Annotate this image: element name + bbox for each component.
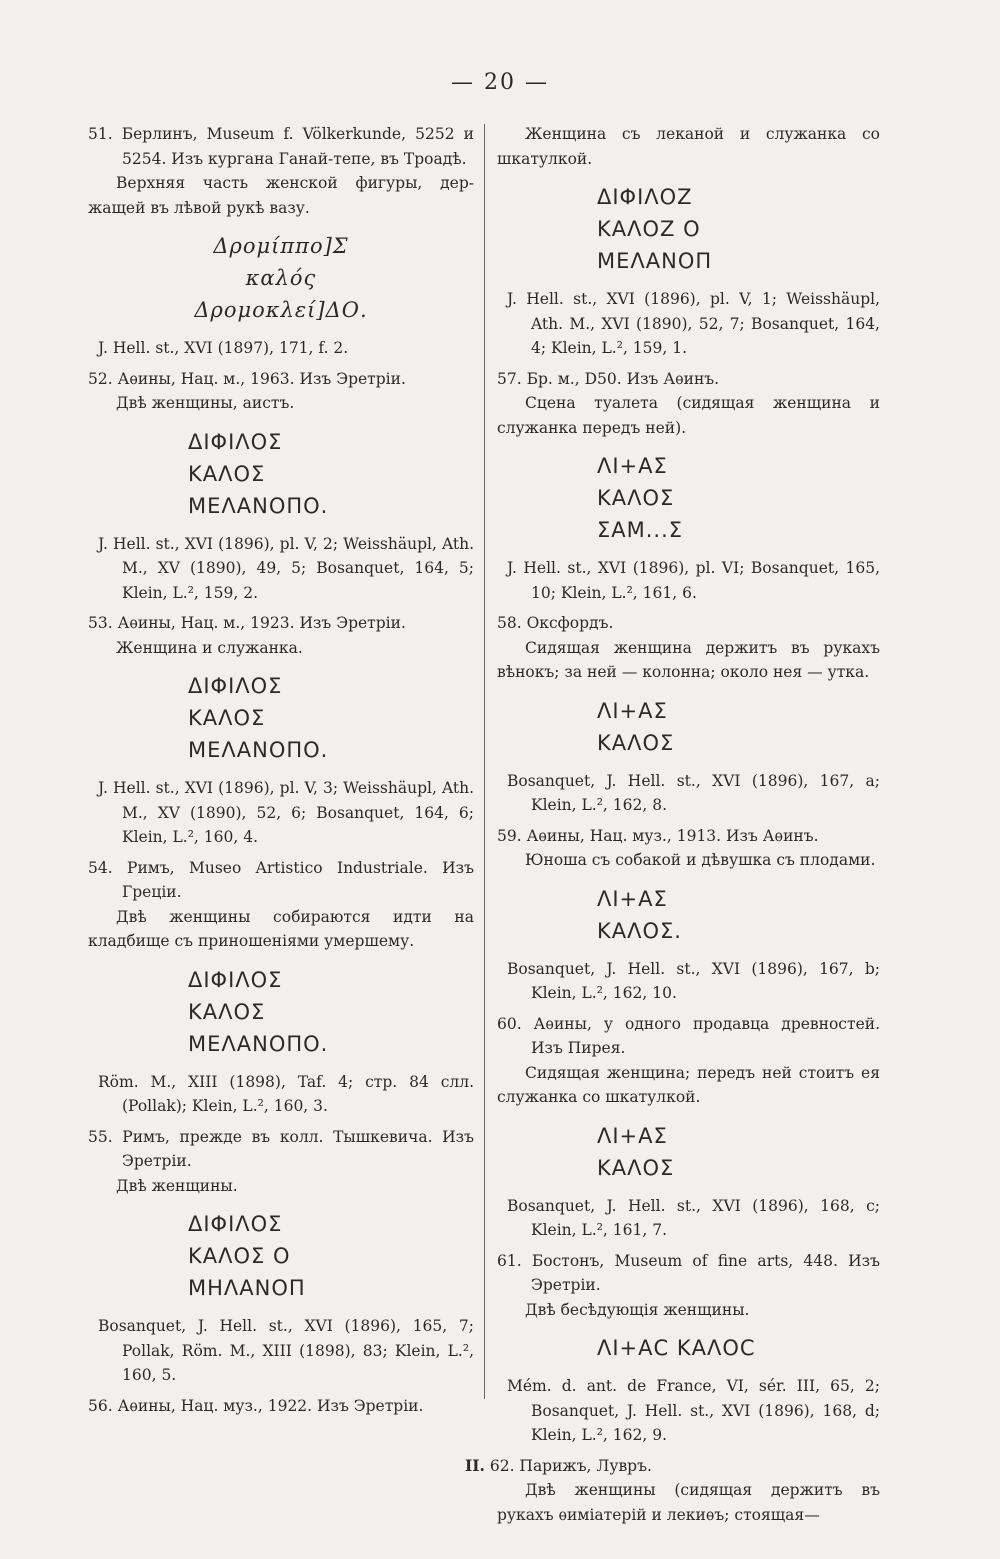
- entry-51: [88, 122, 474, 361]
- entry-heading-text: 62. Парижъ, Лувръ.: [489, 1456, 652, 1475]
- entry-reference: J. Hell. st., XVI (1896), pl. V, 3; Weisshäupl, Ath. M., XV (1890), 52, 6; Bosanquet, 164, 6; Klein, L.², 160, 4.: [98, 779, 474, 846]
- inscription-line: ΚΑΛΟΣ: [188, 706, 266, 730]
- inscription-line: ΜΕΛΑΝΟΠΟ.: [188, 738, 329, 762]
- inscription-line: ΚΑΛΟΣ: [597, 1155, 675, 1180]
- entry-reference: Bosanquet, J. Hell. st., XVI (1896), 165, 7; Pollak, Röm. M., XIII (1898), 83; Klein, L.², 160, 5.: [98, 1317, 474, 1384]
- section-mark: II.: [465, 1455, 485, 1475]
- entry-heading: 55. Римъ, прежде въ колл. Тышкевича. Изъ Эретріи.: [88, 1127, 474, 1170]
- entry-reference: J. Hell. st., XVI (1897), 171, f. 2.: [98, 339, 349, 357]
- inscription-line: ΛΙ+ΑΣ: [597, 454, 668, 478]
- inscription: [497, 1332, 880, 1364]
- entry-heading: 56. Аѳины, Нац. муз., 1922. Изъ Эретріи.: [88, 1396, 424, 1415]
- entry-52: [88, 367, 474, 606]
- entry-description: Двѣ женщины, аистъ.: [116, 394, 295, 412]
- entry-62: [465, 1454, 880, 1528]
- entry-heading: 60. Аѳины, у одного продавца древностей. Изъ Пирея.: [497, 1014, 880, 1057]
- inscription-line: Δρομίππο]Σ: [213, 234, 349, 258]
- inscription-line: ΔΙΦΙΛΟΣ: [188, 967, 283, 992]
- inscription: [88, 670, 474, 766]
- inscription-line: Δρομοκλεί]ΔΟ.: [194, 298, 368, 322]
- entry-55: [88, 1125, 474, 1388]
- entry-reference: J. Hell. st., XVI (1896), pl. V, 1; Weisshäupl, Ath. M., XVI (1890), 52, 7; Bosanquet, 164, 4; Klein, L.², 159, 1.: [507, 290, 880, 357]
- entry-59: [497, 824, 880, 1006]
- inscription-line: ΔΙΦΙΛΟΖ: [597, 185, 693, 209]
- entry-56: [88, 1394, 474, 1419]
- inscription-line: ΔΙΦΙΛΟΣ: [188, 1212, 283, 1236]
- inscription-line: ΜΕΛΑΝΟΠ: [597, 249, 713, 273]
- entry-53: [88, 611, 474, 850]
- entry-57: [497, 367, 880, 606]
- inscription-line: ΚΑΛΟΣ: [597, 486, 675, 510]
- entry-description: Двѣ женщины (сидящая держитъ въ рукахъ ѳиміатерій и лекиѳъ; стоящая—: [497, 1481, 880, 1524]
- entry-reference: Bosanquet, J. Hell. st., XVI (1896), 167, b; Klein, L.², 162, 10.: [507, 959, 880, 1002]
- entry-heading: 58. Оксфордъ.: [497, 614, 614, 632]
- inscription-line: ΜΕΛΑΝΟΠΟ.: [188, 493, 329, 518]
- inscription-line: ΚΑΛΟΣ: [188, 999, 266, 1024]
- inscription-line: ΜΕΛΑΝΟΠΟ.: [188, 1031, 329, 1056]
- inscription: [497, 450, 880, 546]
- inscription: [497, 883, 880, 947]
- inscription: [88, 230, 474, 326]
- inscription: [497, 181, 880, 277]
- inscription-line: ΜΗΛΑΝΟΠ: [188, 1276, 306, 1300]
- entry-description: Двѣ женщины собираются идти на кладбище съ приношеніями умершему.: [88, 907, 474, 950]
- inscription: [497, 695, 880, 759]
- entry-heading: 59. Аѳины, Нац. муз., 1913. Изъ Аѳинъ.: [497, 826, 819, 845]
- inscription-line: καλός: [245, 266, 317, 290]
- entry-description: Сидящая женщина; передъ ней стоитъ ея служанка со шкатулкой.: [497, 1063, 880, 1106]
- entry-description: Женщина съ леканой и служанка со шкатулкой.: [497, 125, 880, 168]
- left-column: [88, 122, 474, 1424]
- entry-58: [497, 611, 880, 818]
- inscription-line: ΚΑΛΟΣ: [188, 461, 266, 486]
- entry-description: Верхняя часть женской фигуры, держащей въ лѣвой рукѣ вазу.: [88, 174, 474, 217]
- inscription: [88, 1208, 474, 1304]
- inscription-line: ΚΑΛΟΣ.: [597, 918, 682, 943]
- entry-description: Сидящая женщина держитъ въ рукахъ вѣнокъ; за ней — колонна; около нея — утка.: [497, 638, 880, 681]
- inscription-line: ΣΑΜ...Σ: [597, 518, 684, 542]
- entry-heading: [465, 1454, 880, 1479]
- inscription-line: ΛΙ+ΑΣ: [597, 886, 668, 911]
- inscription-line: ΛΙ+ΑΣ: [597, 1123, 668, 1148]
- entry-description: Женщина и служанка.: [116, 638, 303, 657]
- entry-heading: 52. Аѳины, Нац. м., 1963. Изъ Эретріи.: [88, 369, 406, 388]
- entry-description: Юноша съ собакой и дѣвушка съ плодами.: [525, 851, 876, 869]
- entry-reference: Mém. d. ant. de France, VI, sér. III, 65, 2; Bosanquet, J. Hell. st., XVI (1896), 168, d; Klein, L.², 162, 9.: [507, 1377, 880, 1444]
- entry-56-continued: [497, 122, 880, 361]
- inscription-line: ΛΙ+ΑΣ: [597, 698, 668, 723]
- inscription: [88, 426, 474, 522]
- entry-heading: 53. Аѳины, Нац. м., 1923. Изъ Эретріи.: [88, 614, 406, 632]
- entry-heading: 54. Римъ, Museo Artistico Industriale. Изъ Греціи.: [88, 858, 474, 901]
- column-divider: [484, 124, 485, 1399]
- entry-heading: 57. Бр. м., D50. Изъ Аѳинъ.: [497, 369, 720, 388]
- inscription-line: ΔΙΦΙΛΟΣ: [188, 674, 283, 698]
- entry-reference: J. Hell. st., XVI (1896), pl. VI; Bosanquet, 165, 10; Klein, L.², 161, 6.: [507, 559, 880, 602]
- entry-description: Сцена туалета (сидящая женщина и служанка передъ ней).: [497, 394, 880, 437]
- entry-reference: Bosanquet, J. Hell. st., XVI (1896), 167, a; Klein, L.², 162, 8.: [507, 771, 880, 814]
- inscription-line: ΚΑΛΟΣ: [597, 730, 675, 755]
- entry-54: [88, 856, 474, 1119]
- inscription-line: ΚΑΛΟΖ Ο: [597, 217, 701, 241]
- entry-description: Двѣ бесѣдующія женщины.: [525, 1300, 750, 1319]
- entry-heading: 61. Бостонъ, Museum of fine arts, 448. Изъ Эретріи.: [497, 1251, 880, 1294]
- inscription: [497, 1120, 880, 1184]
- entry-reference: Bosanquet, J. Hell. st., XVI (1896), 168, c; Klein, L.², 161, 7.: [507, 1196, 880, 1239]
- entry-60: [497, 1012, 880, 1243]
- inscription: [88, 964, 474, 1060]
- entry-heading: 51. Берлинъ, Museum f. Völkerkunde, 5252 и 5254. Изъ кургана Ганай-тепе, въ Троадѣ.: [88, 125, 474, 168]
- entry-description: Двѣ женщины.: [116, 1176, 238, 1195]
- entry-reference: Röm. M., XIII (1898), Taf. 4; стр. 84 слл. (Pollak); Klein, L.², 160, 3.: [98, 1072, 474, 1115]
- right-column: [465, 122, 880, 1533]
- entry-61: [497, 1249, 880, 1448]
- inscription-line: ΛΙ+ΑϹ ΚΑΛΟϹ: [597, 1336, 756, 1360]
- inscription-line: ΔΙΦΙΛΟΣ: [188, 429, 283, 454]
- inscription-line: ΚΑΛΟΣ Ο: [188, 1244, 291, 1268]
- page-number: — 20 —: [451, 70, 549, 95]
- entry-reference: J. Hell. st., XVI (1896), pl. V, 2; Weisshäupl, Ath. M., XV (1890), 49, 5; Bosanquet, 164, 5; Klein, L.², 159, 2.: [98, 534, 474, 602]
